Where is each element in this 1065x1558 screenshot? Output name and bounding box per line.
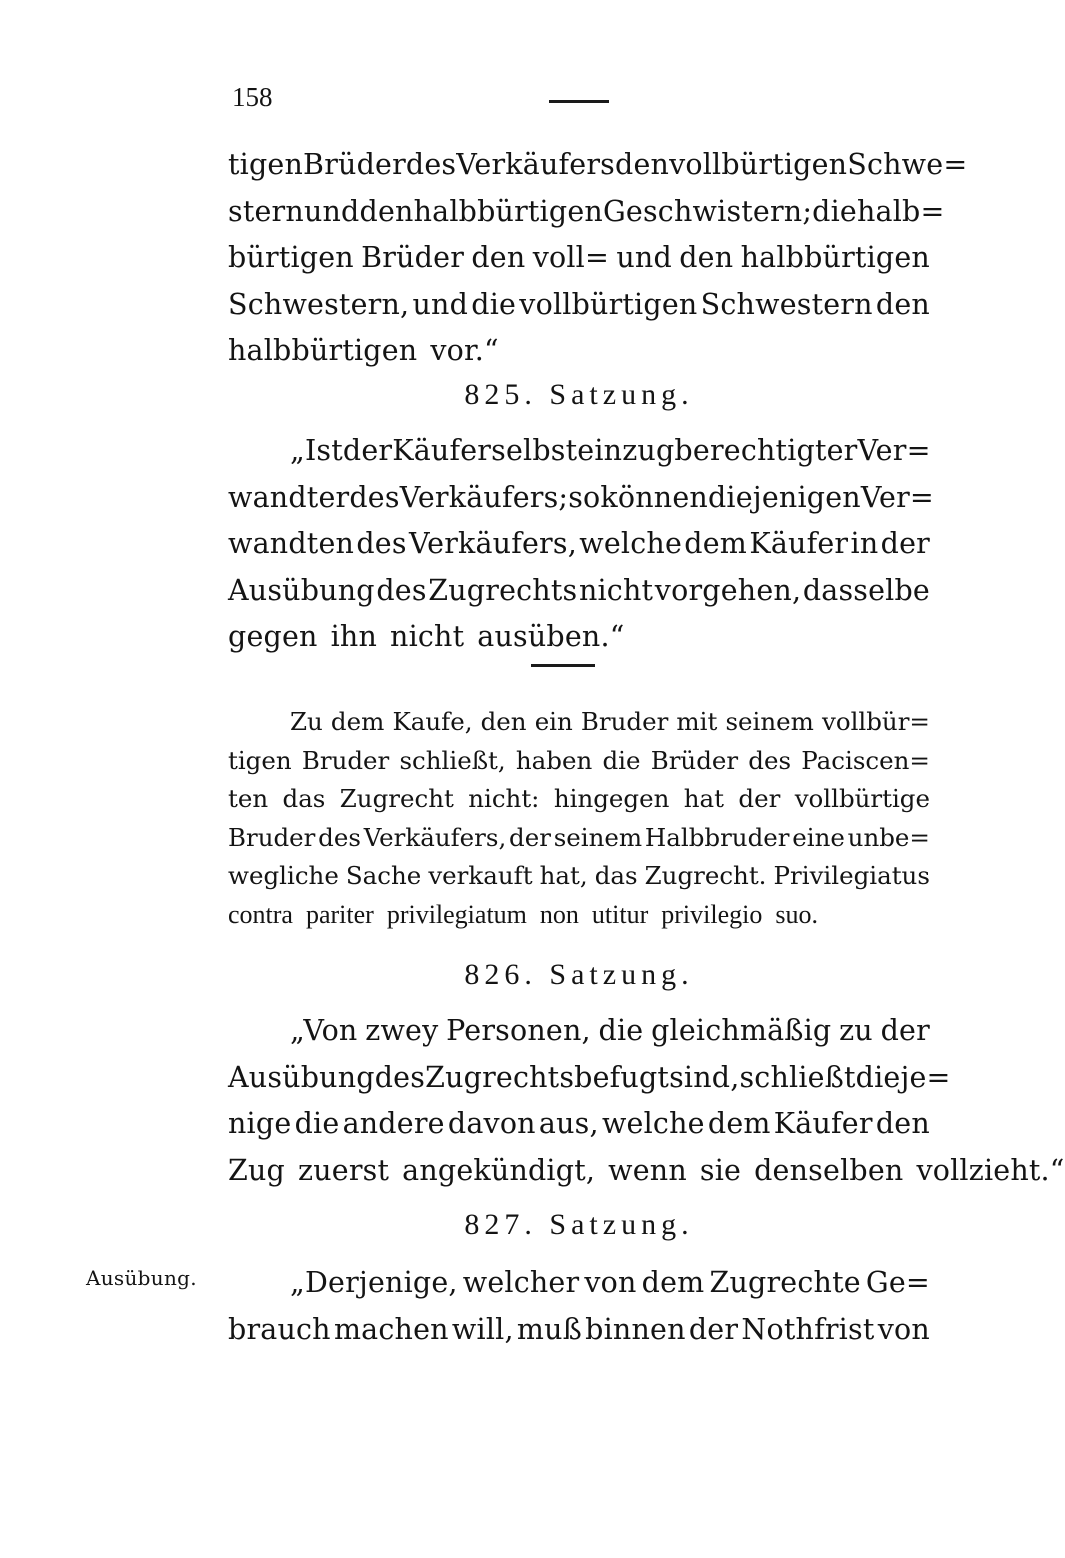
margin-note: Ausübung.: [86, 1266, 197, 1290]
text-line: [228, 428, 930, 475]
word: Zugrechts: [428, 573, 578, 607]
word: Bruder: [580, 707, 669, 736]
word: vorgehen,: [654, 573, 802, 607]
word: unbe=: [847, 822, 930, 852]
word: Brüder: [361, 241, 465, 274]
word: muß: [516, 1312, 582, 1346]
word: dem: [684, 527, 748, 560]
word: Paciscen=: [801, 745, 930, 775]
word: machen: [333, 1312, 449, 1346]
word: „Von: [290, 1014, 358, 1047]
word: zugberechtigter: [622, 434, 858, 467]
word: vollbürtige: [794, 784, 930, 813]
word: Schwestern,: [228, 287, 410, 321]
text-line: [228, 896, 930, 935]
text-line: [228, 780, 930, 819]
word: und: [412, 287, 469, 321]
word: hingegen: [553, 784, 670, 813]
page-number: 158: [232, 82, 273, 112]
section-heading-826: 826. Satzung.: [464, 958, 694, 991]
word: und: [303, 194, 360, 228]
word: das: [594, 861, 638, 890]
word: denselben: [754, 1153, 904, 1187]
section-heading-827: 827. Satzung.: [464, 1208, 694, 1241]
paragraph-continuation: [228, 142, 968, 375]
text-line: [228, 819, 930, 858]
word: Brüder: [650, 745, 739, 775]
text-line: [228, 1260, 930, 1307]
text-line: [228, 142, 968, 189]
header-rule: [549, 100, 609, 103]
word: dasselbe: [802, 573, 930, 607]
word: Käufer: [749, 527, 849, 560]
word: halb=: [857, 194, 945, 228]
commentary-note: [228, 703, 930, 934]
text-line: [228, 857, 930, 896]
word: Käufer: [392, 434, 492, 467]
word: angekündigt,: [402, 1153, 596, 1187]
word: Zugrechte: [709, 1266, 861, 1299]
word: verkauft: [428, 861, 533, 890]
word: Brüder: [303, 148, 406, 181]
text-line: [228, 1148, 1065, 1195]
word: Zugrecht.: [644, 861, 767, 890]
word: suo.: [775, 899, 818, 929]
text-line: [228, 235, 930, 282]
word: Ver=: [860, 480, 934, 514]
word: des: [748, 745, 792, 775]
text-line: [228, 568, 930, 615]
word: brauch: [228, 1312, 331, 1346]
word: zwey: [365, 1014, 439, 1047]
word: können: [600, 480, 708, 514]
word: Verkäufers: [456, 148, 615, 181]
word: schließt,: [399, 745, 506, 775]
word: aus,: [538, 1107, 599, 1140]
word: contra: [228, 899, 293, 929]
word: binnen: [585, 1312, 686, 1346]
word: dieje=: [855, 1060, 951, 1094]
word: den: [359, 194, 414, 228]
text-line: [228, 1307, 930, 1354]
word: Verkäufers;: [399, 480, 569, 514]
word: Zugrecht: [339, 784, 454, 813]
word: ein: [534, 707, 573, 736]
text-line: [228, 703, 930, 742]
word: Sache: [345, 861, 422, 890]
word: tigen: [228, 745, 292, 775]
word: Verkäufers,: [408, 527, 577, 560]
word: Privilegiatus: [773, 861, 930, 890]
word: die: [602, 745, 641, 775]
word: des: [318, 822, 361, 852]
text-line: [228, 189, 945, 236]
word: seinem: [553, 822, 643, 852]
word: den: [615, 148, 670, 181]
word: tigen: [228, 148, 304, 181]
word: ausüben.“: [477, 620, 625, 653]
word: Käufer: [773, 1107, 873, 1140]
word: eine: [792, 822, 845, 852]
text-line: [228, 614, 930, 661]
word: Zu: [290, 707, 323, 736]
word: sie: [699, 1153, 742, 1187]
word: wenn: [608, 1153, 687, 1187]
word: privilegio: [661, 899, 763, 929]
word: dem: [330, 707, 385, 736]
word: von: [584, 1266, 637, 1299]
section-826-text: [228, 1008, 1065, 1194]
word: halbbürtigen: [413, 194, 603, 228]
word: Ver=: [857, 434, 931, 467]
word: Schwe=: [847, 148, 968, 181]
word: vor.“: [430, 334, 499, 367]
word: die: [471, 287, 517, 321]
word: welcher: [462, 1266, 580, 1299]
word: Zugrechts: [425, 1060, 575, 1094]
word: des: [376, 573, 427, 607]
text-line: [228, 1055, 951, 1102]
word: ein: [577, 434, 623, 467]
word: gleichmäßig: [651, 1014, 832, 1047]
word: bürtigen: [228, 241, 354, 274]
word: von: [877, 1312, 930, 1346]
word: selbst: [491, 434, 578, 467]
text-line: [228, 282, 930, 329]
section-divider: [531, 664, 595, 667]
word: halbbürtigen: [228, 334, 418, 367]
word: „Derjenige,: [290, 1266, 458, 1299]
word: der: [342, 434, 393, 467]
word: stern: [228, 194, 304, 228]
word: wandten: [228, 527, 355, 560]
word: Ausübung: [228, 1060, 375, 1094]
word: privilegiatum: [386, 899, 527, 929]
word: den: [679, 241, 734, 274]
word: Halbbruder: [644, 822, 790, 852]
word: das: [282, 784, 326, 813]
word: die: [598, 1014, 644, 1047]
word: Nothfrist: [741, 1312, 875, 1346]
section-825-text: [228, 428, 934, 661]
section-heading-825: 825. Satzung.: [464, 378, 694, 411]
word: haben: [515, 745, 593, 775]
word: die: [812, 194, 857, 228]
word: vollzieht.“: [916, 1153, 1065, 1187]
word: der: [688, 1312, 739, 1346]
word: andere: [342, 1107, 445, 1140]
word: Ausübung: [228, 573, 375, 607]
word: nicht:: [468, 784, 540, 813]
text-line: [228, 475, 934, 522]
word: halbbürtigen: [740, 241, 930, 274]
word: der: [880, 527, 930, 560]
word: des: [374, 1060, 426, 1094]
word: diejenigen: [707, 480, 861, 514]
word: sind,: [669, 1060, 740, 1094]
word: so: [568, 480, 601, 514]
word: zu: [839, 1014, 873, 1047]
word: wandter: [228, 480, 350, 514]
word: dem: [641, 1266, 705, 1299]
word: Personen,: [446, 1014, 591, 1047]
text-line: [228, 328, 930, 375]
word: nicht: [390, 620, 465, 653]
word: der: [880, 1014, 930, 1047]
word: den: [471, 241, 526, 274]
section-827-text: [228, 1260, 930, 1353]
word: die: [294, 1107, 340, 1140]
word: den: [875, 287, 930, 321]
word: vollbürtigen: [519, 287, 698, 321]
word: des: [356, 527, 407, 560]
text-line: [228, 1101, 930, 1148]
word: ten: [228, 784, 269, 813]
word: seinem: [725, 707, 814, 736]
word: mit: [676, 707, 718, 736]
word: nige: [228, 1107, 292, 1140]
word: Verkäufers,: [363, 822, 507, 852]
word: Schwestern: [700, 287, 873, 321]
word: Kaufe,: [392, 707, 473, 736]
word: dem: [707, 1107, 771, 1140]
word: des: [349, 480, 400, 514]
word: Bruder: [228, 822, 316, 852]
page-header: [232, 82, 932, 122]
word: davon: [447, 1107, 536, 1140]
word: der: [738, 784, 781, 813]
word: hat: [683, 784, 724, 813]
word: Bruder: [301, 745, 390, 775]
word: welche: [601, 1107, 705, 1140]
word: voll=: [532, 241, 610, 274]
word: non: [539, 899, 579, 929]
word: den: [480, 707, 527, 736]
word: zuerst: [298, 1153, 390, 1187]
word: hat,: [539, 861, 588, 890]
word: in: [850, 527, 879, 560]
word: der: [509, 822, 551, 852]
word: wegliche: [228, 861, 339, 890]
word: Zug: [228, 1153, 286, 1187]
word: ihn: [330, 620, 378, 653]
word: vollbür=: [821, 707, 930, 736]
word: befugt: [574, 1060, 670, 1094]
word: Ge=: [865, 1266, 930, 1299]
word: schließt: [739, 1060, 856, 1094]
word: nicht: [578, 573, 654, 607]
word: und: [616, 241, 672, 274]
word: welche: [579, 527, 683, 560]
word: den: [875, 1107, 930, 1140]
word: des: [405, 148, 457, 181]
text-line: [228, 1008, 930, 1055]
word: gegen: [228, 620, 318, 653]
word: vollbürtigen: [669, 148, 848, 181]
word: „Ist: [290, 434, 343, 467]
text-line: [228, 742, 930, 781]
word: utitur: [591, 899, 649, 929]
word: Geschwistern;: [602, 194, 813, 228]
word: will,: [451, 1312, 514, 1346]
text-line: [228, 521, 930, 568]
word: pariter: [305, 899, 374, 929]
